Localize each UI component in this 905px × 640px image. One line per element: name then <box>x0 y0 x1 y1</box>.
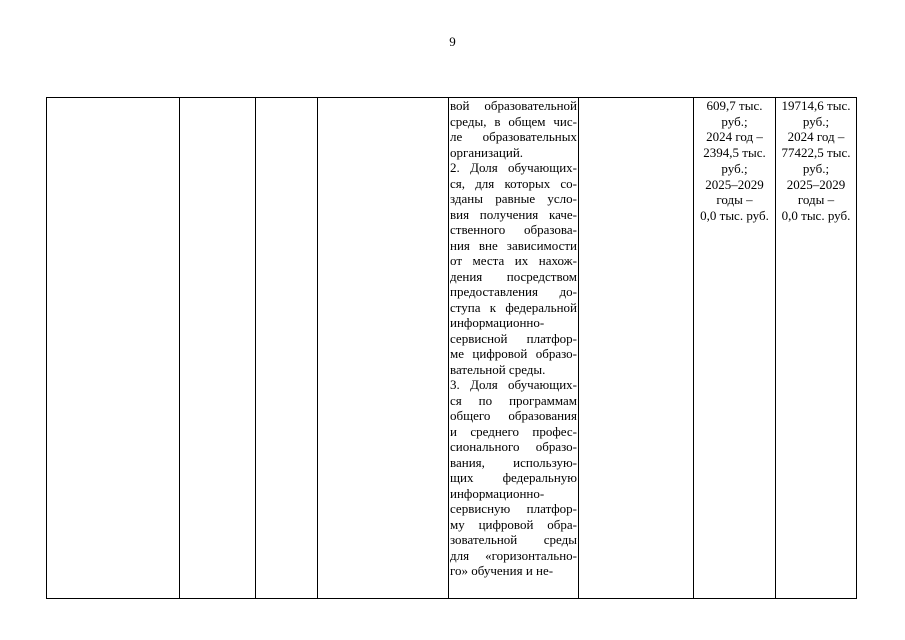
text-line: ственного образова- <box>450 222 577 237</box>
program-table <box>46 97 857 599</box>
text-line: му цифровой обра- <box>450 516 577 532</box>
text-line: 0,0 тыс. руб. <box>781 207 851 223</box>
text-line: 2025–2029 <box>705 176 764 192</box>
text-line: 3. Доля обучающих- <box>450 377 577 392</box>
table-cell-empty-3 <box>256 98 318 599</box>
text-line: щих федеральную <box>450 470 577 485</box>
text-line: сервисной платфор- <box>450 330 577 346</box>
text-line: для «горизонтально- <box>450 547 577 563</box>
text-line: зданы равные усло- <box>450 191 577 206</box>
text-line: общего образования <box>450 408 577 423</box>
text-line: дения посредством <box>450 268 577 284</box>
text-line: вия получения каче- <box>450 206 577 222</box>
text-line: вой образовательной <box>450 98 577 113</box>
text-line: 2024 год – <box>787 129 845 145</box>
table-cell-empty-2 <box>180 98 256 599</box>
text-line: сервисную платфор- <box>450 501 577 516</box>
funding-text-1 <box>694 98 775 224</box>
text-line: го» обучения и не- <box>450 563 554 578</box>
page-number: 9 <box>449 34 456 49</box>
text-line: информационно- <box>450 315 545 330</box>
text-line: руб.; <box>721 160 748 176</box>
text-line: руб.; <box>802 160 830 176</box>
text-line: 19714,6 тыс. <box>781 98 851 113</box>
text-line: зовательной среды <box>450 532 577 547</box>
text-line: годы – <box>716 192 753 208</box>
table-cell-empty-1 <box>47 98 180 599</box>
table-cell-funding-2 <box>776 98 857 599</box>
text-line: руб.; <box>802 113 830 129</box>
text-line: вательной среды. <box>450 361 546 377</box>
table-row <box>47 98 857 599</box>
table-cell-empty-4 <box>318 98 449 599</box>
table-cell-empty-6 <box>579 98 694 599</box>
text-line: ся по программам <box>450 392 577 408</box>
text-line: и среднего профес- <box>450 423 577 439</box>
text-line: ся, для которых со- <box>450 175 577 191</box>
text-line: информационно- <box>450 485 545 501</box>
text-line: ступа к федеральной <box>450 299 577 315</box>
text-line: сионального образо- <box>450 439 577 454</box>
text-line: организаций. <box>450 144 524 160</box>
text-line: среды, в общем чис- <box>450 113 577 129</box>
text-line: руб.; <box>721 113 748 129</box>
table-cell-indicators <box>449 98 579 599</box>
text-line: ния вне зависимости <box>450 237 577 253</box>
text-line: 2025–2029 <box>786 176 846 192</box>
text-line: 2024 год – <box>706 129 763 145</box>
text-line: 609,7 тыс. <box>706 98 763 113</box>
text-line: ле образовательных <box>450 129 577 144</box>
text-line: 2. Доля обучающих- <box>450 160 577 175</box>
text-line: 0,0 тыс. руб. <box>700 207 769 223</box>
text-line: 77422,5 тыс. <box>781 145 851 161</box>
table-cell-funding-1 <box>694 98 776 599</box>
text-line: предоставления до- <box>450 284 577 299</box>
indicators-text <box>449 98 578 579</box>
text-line: годы – <box>797 192 835 208</box>
text-line: 2394,5 тыс. <box>703 145 766 161</box>
text-line: ме цифровой образо- <box>450 346 577 361</box>
funding-text-2 <box>776 98 856 224</box>
text-line: от места их нахож- <box>450 253 577 268</box>
text-line: вания, использую- <box>450 454 577 470</box>
